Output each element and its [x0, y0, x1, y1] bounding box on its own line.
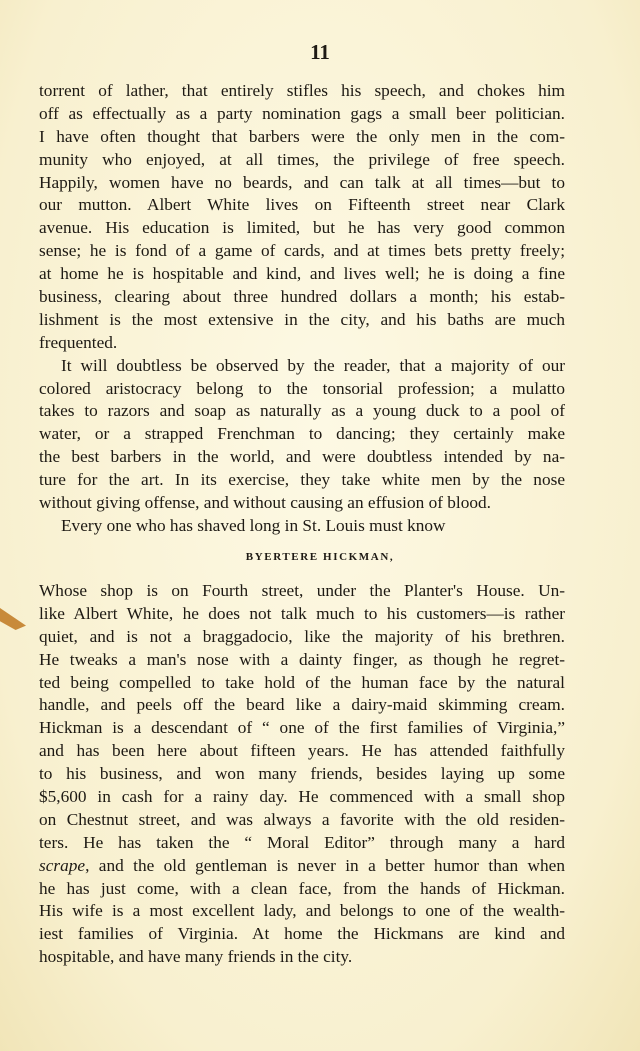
- text-line: avenue. His education is limited, but he has very good common: [39, 218, 565, 238]
- text-line: lishment is the most extensive in the city, and his baths are much: [39, 309, 565, 329]
- text-bottom: [39, 580, 565, 969]
- text-line: takes to razors and soap as naturally as a young duck to a pool of: [39, 401, 565, 421]
- text-line: Whose shop is on Fourth street, under the Planter's House. Un-: [39, 581, 565, 600]
- text-line: business, clearing about three hundred dollars a month; his estab-: [39, 287, 565, 307]
- paragraph-3: [39, 515, 565, 538]
- text-line: iest families of Virginia. At home the Hickmans are kind and: [39, 924, 565, 944]
- text-line: and has been here about fifteen years. He has attended faithfully: [39, 741, 565, 761]
- text-line: frequented.: [39, 332, 118, 352]
- page-number: 11: [310, 40, 330, 64]
- text-line: quiet, and is not a braggadocio, like the majority of his brethren.: [39, 626, 565, 646]
- text-line: on Chestnut street, and was always a favorite with the old residen-: [39, 809, 565, 829]
- text-line: His wife is a most excellent lady, and belongs to one of the wealth-: [39, 901, 565, 921]
- text-line: I have often thought that barbers were the only men in the com-: [39, 126, 565, 146]
- paragraph-4: [39, 580, 565, 969]
- text-line: ted being compelled to take hold of the human face by the natural: [39, 672, 565, 692]
- text-line: torrent of lather, that entirely stifles his speech, and chokes him: [39, 81, 565, 100]
- text-line: sense; he is fond of a game of cards, and at times bets pretty freely;: [39, 241, 565, 261]
- text-line: without giving offense, and without causing an effusion of blood.: [39, 493, 491, 513]
- text-line: Every one who has shaved long in St. Louis must know: [61, 515, 446, 535]
- text-line: He tweaks a man's nose with a dainty finger, as though he regret-: [39, 649, 565, 669]
- text-line: scrape, and the old gentleman is never in a better humor than when: [39, 855, 565, 875]
- text-line: Happily, women have no beards, and can talk at all times—but to: [39, 172, 565, 192]
- text-line: our mutton. Albert White lives on Fifteenth street near Clark: [39, 195, 565, 215]
- text-top: [39, 80, 565, 538]
- text-line: he has just come, with a clean face, from the hands of Hickman.: [39, 878, 565, 898]
- text-line: munity who enjoyed, at all times, the privilege of free speech.: [39, 149, 565, 169]
- text-line: colored aristocracy belong to the tonsorial profession; a mulatto: [39, 378, 565, 398]
- paragraph-2: [39, 355, 565, 515]
- page-tab-marker: [0, 608, 26, 630]
- text-line: the best barbers in the world, and were doubtless intended by na-: [39, 447, 565, 467]
- text-line: ture for the art. In its exercise, they take white men by the nose: [39, 470, 565, 490]
- text-line: $5,600 in cash for a rainy day. He commenced with a small shop: [39, 787, 565, 807]
- text-line: to his business, and won many friends, besides laying up some: [39, 764, 565, 784]
- text-line: ters. He has taken the “ Moral Editor” through many a hard: [39, 832, 565, 852]
- text-line: handle, and peels off the beard like a dairy-maid skimming cream.: [39, 695, 565, 715]
- text-line: water, or a strapped Frenchman to dancing; they certainly make: [39, 424, 565, 444]
- text-line: hospitable, and have many friends in the city.: [39, 947, 353, 967]
- section-heading: BYERTERE HICKMAN,: [245, 551, 395, 563]
- text-line: at home he is hospitable and kind, and lives well; he is doing a fine: [39, 264, 565, 284]
- paragraph-1: [39, 80, 565, 355]
- text-line: Hickman is a descendant of “ one of the first families of Virginia,”: [39, 718, 565, 738]
- text-line: It will doubtless be observed by the reader, that a majority of our: [61, 355, 565, 375]
- text-line: like Albert White, he does not talk much to his customers—is rather: [39, 603, 565, 623]
- text-line: off as effectually as a party nomination gags a small beer politician.: [39, 103, 565, 123]
